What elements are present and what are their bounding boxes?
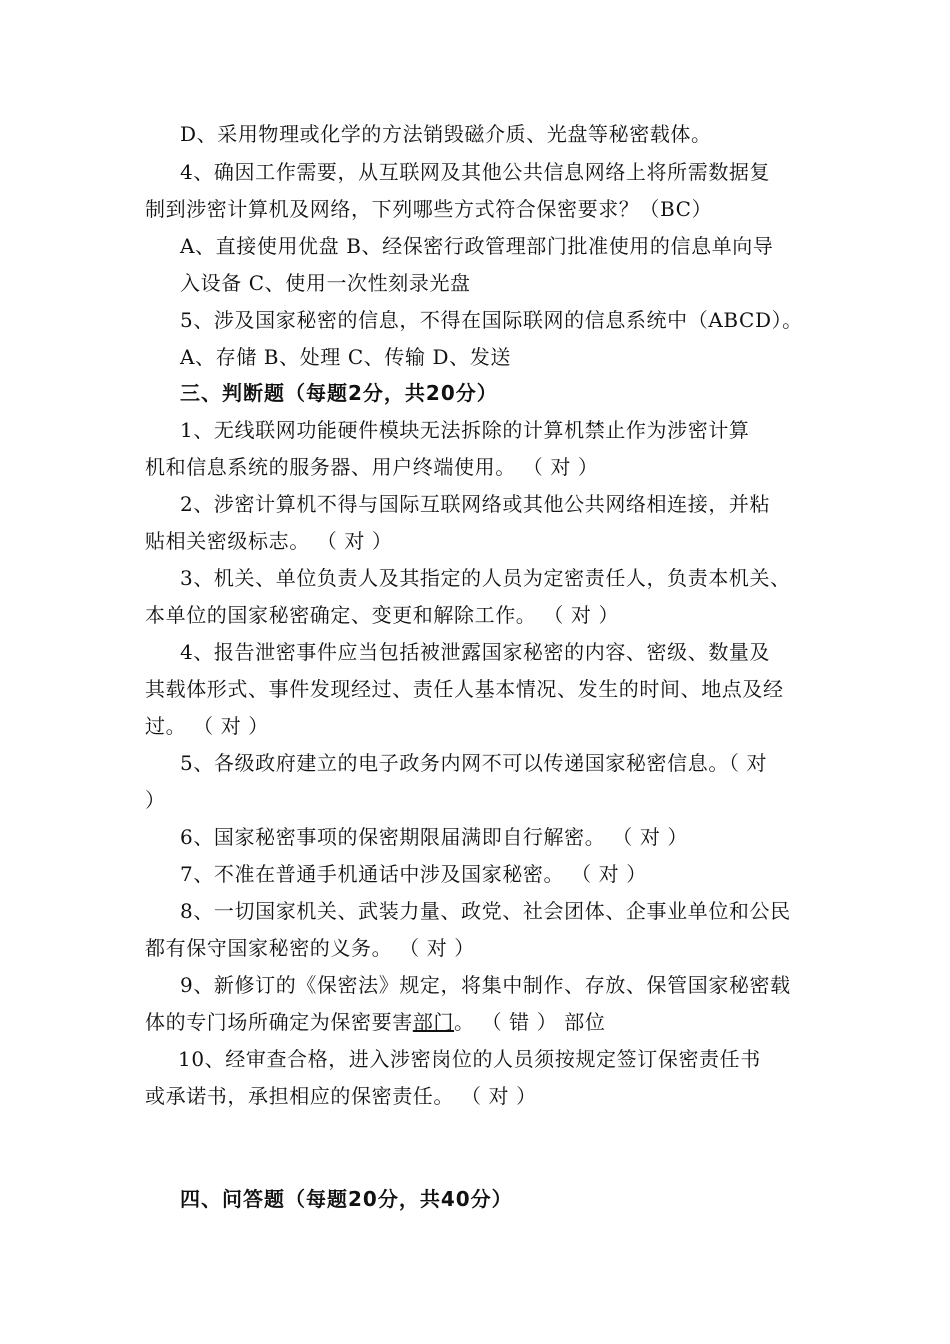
judge-4-line-2: 其载体形式、事件发现经过、责任人基本情况、发生的时间、地点及经 — [145, 677, 784, 701]
judge-3-line-2: 本单位的国家秘密确定、变更和解除工作。 （ 对 ） — [145, 603, 620, 627]
judge-9-underlined-word: 部门 — [412, 1010, 455, 1034]
question-5-options: A、存储 B、处理 C、传输 D、发送 — [180, 345, 511, 369]
option-d-line: D、采用物理或化学的方法销毁磁介质、光盘等秘密载体。 — [180, 122, 712, 146]
judge-10-line-1: 10、经审查合格，进入涉密岗位的人员须按规定签订保密责任书 — [178, 1047, 761, 1071]
judge-10-line-2: 或承诺书，承担相应的保密责任。 （ 对 ） — [145, 1084, 537, 1108]
question-4-line-2: 制到涉密计算机及网络，下列哪些方式符合保密要求？（BC） — [145, 197, 713, 221]
question-4-options-line-2: 入设备 C、使用一次性刻录光盘 — [180, 271, 471, 295]
judge-7-line: 7、不准在普通手机通话中涉及国家秘密。 （ 对 ） — [180, 862, 647, 886]
judge-6-line: 6、国家秘密事项的保密期限届满即自行解密。 （ 对 ） — [180, 825, 688, 849]
judge-4-line-1: 4、报告泄密事件应当包括被泄露国家秘密的内容、密级、数量及 — [180, 640, 771, 664]
question-4-options-line-1: A、直接使用优盘 B、经保密行政管理部门批准使用的信息单向导 — [180, 234, 774, 258]
judge-2-line-2: 贴相关密级标志。 （ 对 ） — [145, 529, 393, 553]
judge-8-line-1: 8、一切国家机关、武装力量、政党、社会团体、企事业单位和公民 — [180, 899, 791, 923]
judge-3-line-1: 3、机关、单位负责人及其指定的人员为定密责任人，负责本机关、 — [180, 566, 791, 590]
judge-5-line-2: ） — [145, 788, 166, 812]
judge-5-line-1: 5、各级政府建立的电子政务内网不可以传递国家秘密信息。（ 对 — [180, 751, 768, 775]
judge-1-line-2: 机和信息系统的服务器、用户终端使用。 （ 对 ） — [145, 455, 599, 479]
judge-9-text-before: 体的专门场所确定为保密要害 — [145, 1010, 413, 1034]
question-5-line: 5、涉及国家秘密的信息，不得在国际联网的信息系统中（ABCD）。 — [180, 308, 803, 332]
judge-2-line-1: 2、涉密计算机不得与国际互联网络或其他公共网络相连接，并粘 — [180, 492, 771, 516]
section-4-heading: 四、问答题（每题20分，共40分） — [180, 1187, 513, 1211]
judge-4-line-3: 过。 （ 对 ） — [145, 714, 269, 738]
section-3-heading: 三、判断题（每题2分，共20分） — [180, 381, 498, 405]
question-4-line-1: 4、确因工作需要，从互联网及其他公共信息网络上将所需数据复 — [180, 160, 771, 184]
judge-1-line-1: 1、无线联网功能硬件模块无法拆除的计算机禁止作为涉密计算 — [180, 418, 750, 442]
judge-9-line-2 — [145, 1004, 825, 1040]
judge-8-line-2: 都有保守国家秘密的义务。 （ 对 ） — [145, 936, 475, 960]
judge-9-line-1: 9、新修订的《保密法》规定，将集中制作、存放、保管国家秘密载 — [180, 973, 791, 997]
judge-9-text-after: 。 （ 错 ） 部位 — [454, 1010, 606, 1034]
